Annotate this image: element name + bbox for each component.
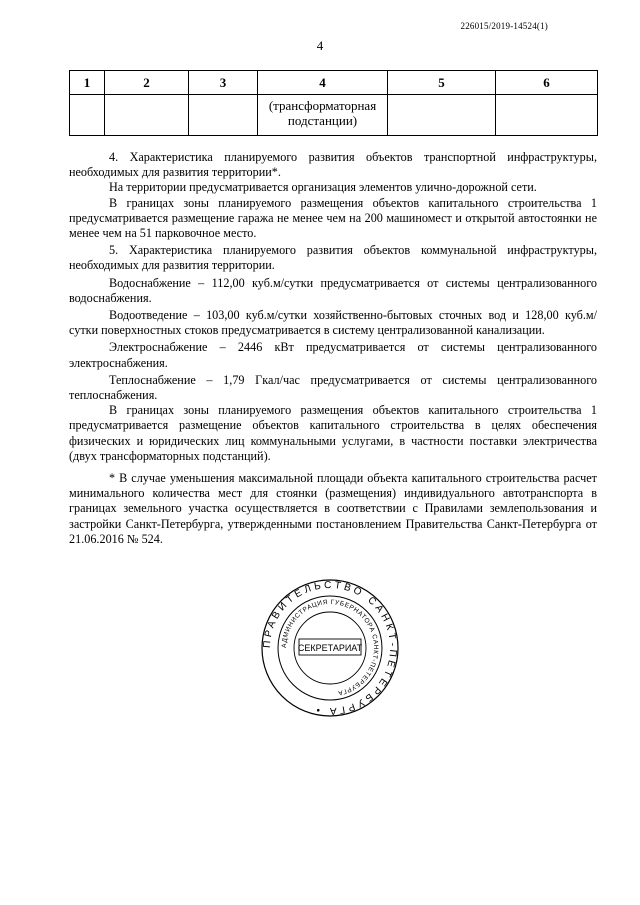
stamp-center-text: СЕКРЕТАРИАТ (297, 643, 363, 653)
column-header: 5 (388, 71, 496, 95)
paragraph: В границах зоны планируемого размещения объектов капитального строительства 1 предусматривается размещение объектов капитального строительства в целях обеспечения физических и юридических лиц коммунальными услугами, в частности поставки электричества (двух трансформаторных подстанций). (69, 403, 597, 463)
page-number: 4 (316, 38, 324, 53)
table-cell: (трансформаторная подстанции) (258, 95, 388, 136)
paragraph-water-supply: Водоснабжение – 112,00 куб.м/сутки предусматривается от системы централизованного водоснабжения. (69, 275, 597, 305)
paragraph: На территории предусматривается организация элементов улично-дорожной сети. (109, 180, 537, 195)
column-header: 6 (496, 71, 598, 95)
column-header: 2 (105, 71, 189, 95)
continuation-table (69, 70, 598, 136)
table-cell (388, 95, 496, 136)
column-header: 4 (258, 71, 388, 95)
section-heading-utilities: 5. Характеристика планируемого развития объектов коммунальной инфраструктуры, необходимых для развития территории. (69, 243, 597, 273)
stamp-inner-text: АДМИНИСТРАЦИЯ ГУБЕРНАТОРА САНКТ-ПЕТЕРБУРГА (280, 598, 380, 697)
table-cell (70, 95, 105, 136)
table-header-row (70, 71, 598, 95)
column-header: 1 (70, 71, 105, 95)
paragraph-heating: Теплоснабжение – 1,79 Гкал/час предусматривается от системы централизованного теплоснабжения. (69, 372, 597, 403)
official-stamp (260, 578, 400, 718)
paragraph-electricity: Электроснабжение – 2446 кВт предусматривается от системы централизованного электроснабжения. (69, 340, 597, 370)
document-body (69, 150, 597, 547)
section-heading-transport: 4. Характеристика планируемого развития объектов транспортной инфраструктуры, необходимых для развития территории*. (69, 150, 597, 180)
table-cell (496, 95, 598, 136)
table-cell (105, 95, 189, 136)
document-id: 226015/2019-14524(1) (460, 21, 548, 31)
stamp-outer-text: ПРАВИТЕЛЬСТВО САНКТ-ПЕТЕРБУРГА • (261, 579, 399, 717)
footnote: * В случае уменьшения максимальной площади объекта капитального строительства расчет минимального количества мест для стоянки (размещения) индивидуального автотранспорта в границах земельного участка осуществляется в соответствии с Правилами землепользования и застройки Санкт-Петербурга, утвержденными постановлением Правительства Санкт-Петербурга от 21.06.2016 № 524. (69, 471, 597, 546)
table-row (70, 95, 598, 136)
table-cell (189, 95, 258, 136)
paragraph: В границах зоны планируемого размещения объектов капитального строительства 1 предусматривается размещение гаража не менее чем на 200 машиномест и открытой автостоянки не менее чем на 51 парковочное место. (69, 195, 597, 241)
column-header: 3 (189, 71, 258, 95)
paragraph-sewerage: Водоотведение – 103,00 куб.м/сутки хозяйственно-бытовых сточных вод и 128,00 куб.м/сутки поверхностных стоков предусматривается в систему централизованной канализации. (69, 308, 597, 338)
